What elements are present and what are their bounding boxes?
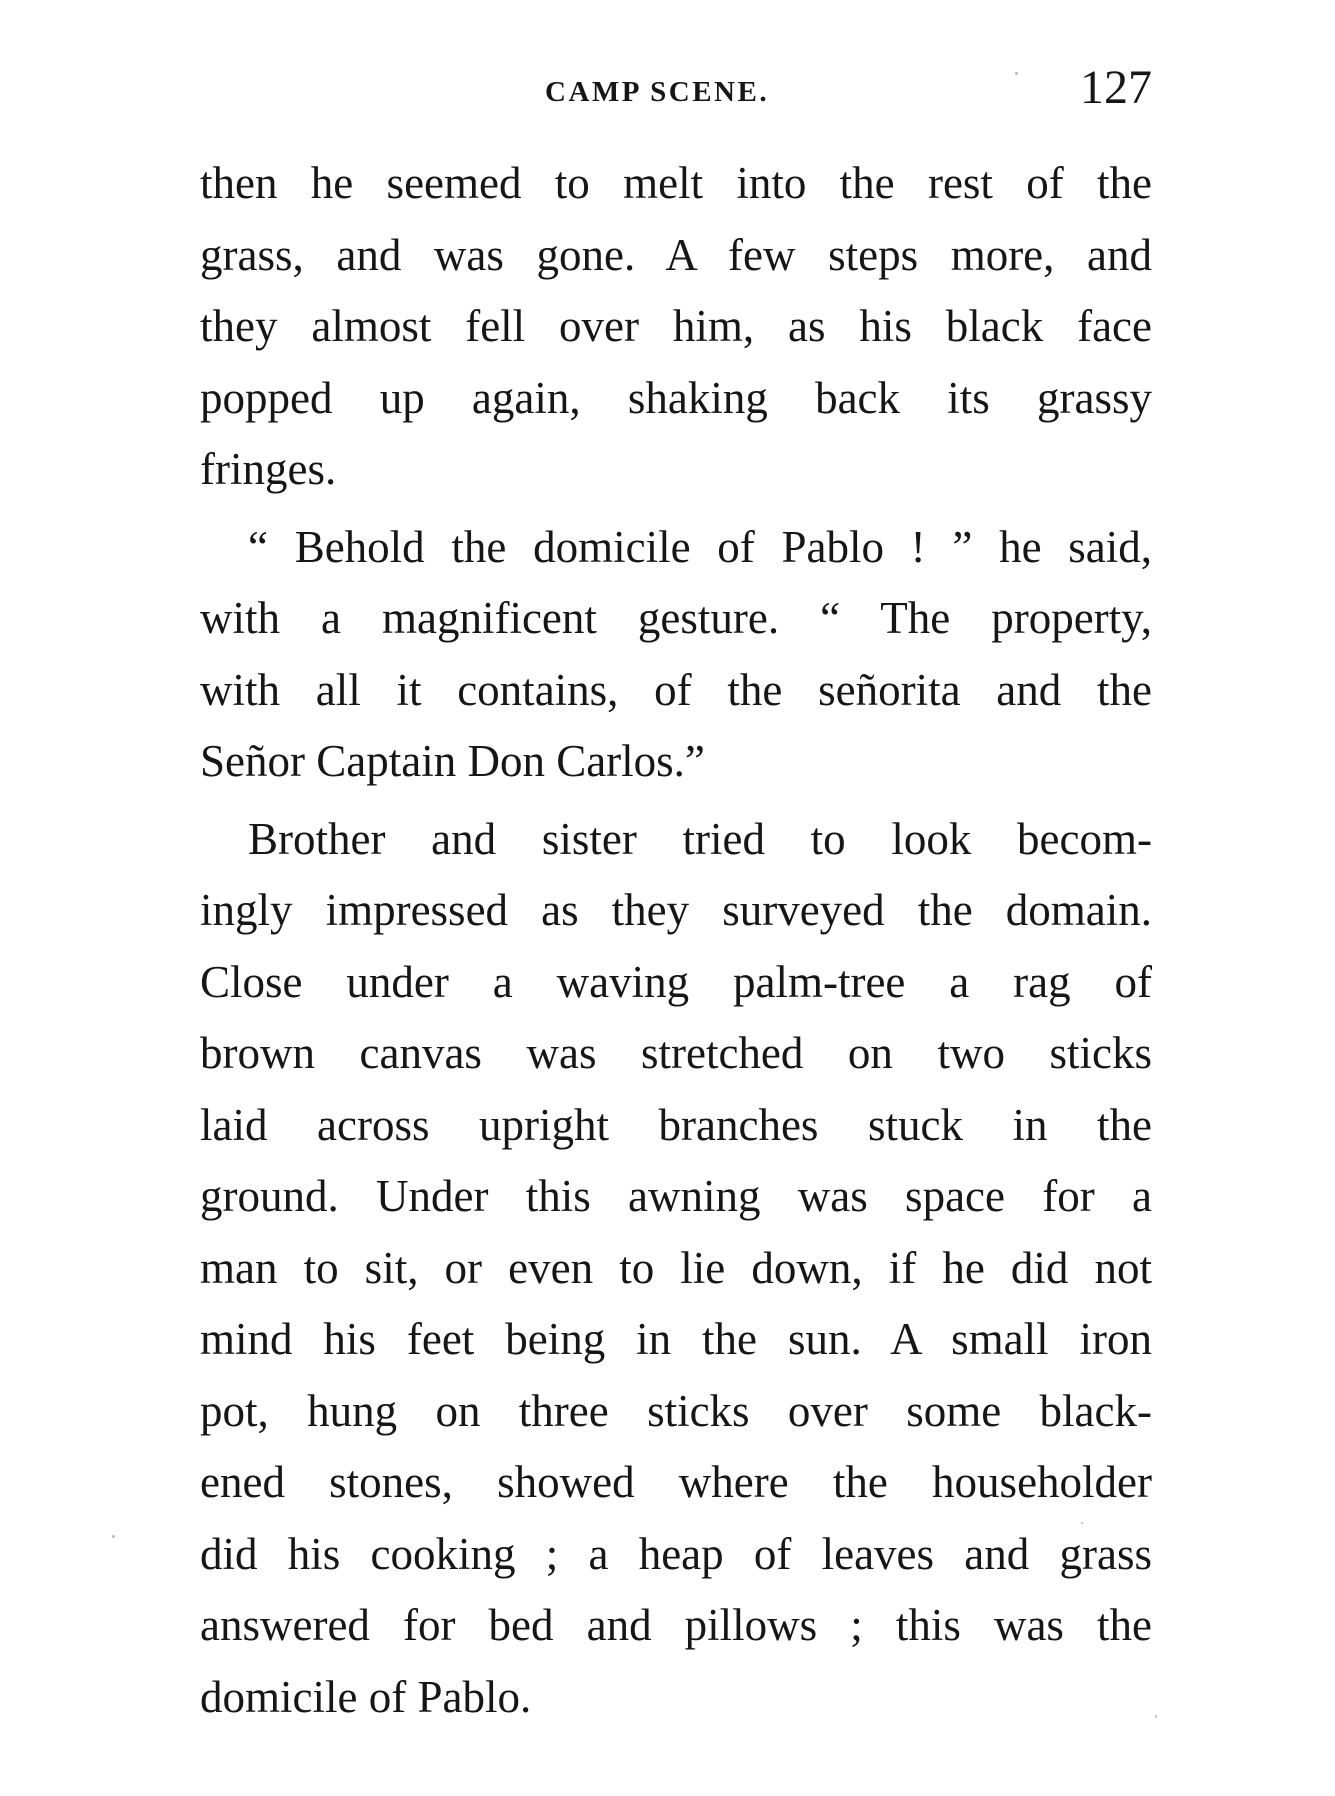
text-line: domicile of Pablo. bbox=[200, 1671, 532, 1722]
text-line: mind his feet being in the sun. A small iron bbox=[200, 1314, 1152, 1364]
running-head bbox=[200, 60, 1152, 120]
page-number: 127 bbox=[1080, 61, 1152, 114]
text-line: laid across upright branches stuck in the bbox=[200, 1099, 1152, 1150]
text-line: popped up again, shaking back its grassy bbox=[200, 372, 1152, 423]
text-line: Señor Captain Don Carlos.” bbox=[200, 736, 705, 786]
paragraph bbox=[200, 512, 1152, 798]
text-line: with all it contains, of the señorita and the bbox=[200, 664, 1152, 715]
paper-speck bbox=[1081, 1522, 1083, 1524]
body-text bbox=[200, 148, 1152, 1739]
paper-speck bbox=[1155, 1715, 1157, 1718]
paragraph bbox=[200, 804, 1152, 1734]
text-line: ground. Under this awning was space for a bbox=[200, 1171, 1152, 1221]
text-line: ingly impressed as they surveyed the domain. bbox=[200, 885, 1152, 935]
paper-speck bbox=[112, 1535, 115, 1538]
text-line: answered for bed and pillows ; this was the bbox=[200, 1600, 1152, 1650]
running-title: CAMP SCENE. bbox=[545, 76, 770, 108]
text-line: pot, hung on three sticks over some black- bbox=[200, 1385, 1152, 1436]
text-line: “ Behold the domicile of Pablo ! ” he said, bbox=[248, 521, 1152, 572]
paper-speck bbox=[1015, 72, 1018, 75]
text-line: they almost fell over him, as his black face bbox=[200, 301, 1152, 351]
text-line: ened stones, showed where the householder bbox=[200, 1457, 1152, 1507]
text-line: Close under a waving palm-tree a rag of bbox=[200, 956, 1152, 1007]
text-line: fringes. bbox=[200, 444, 337, 494]
text-line: brown canvas was stretched on two sticks bbox=[200, 1028, 1152, 1078]
text-line: then he seemed to melt into the rest of the bbox=[200, 158, 1152, 208]
text-line: Brother and sister tried to look becom- bbox=[248, 813, 1152, 864]
text-line: grass, and was gone. A few steps more, and bbox=[200, 229, 1152, 280]
text-line: did his cooking ; a heap of leaves and grass bbox=[200, 1528, 1152, 1579]
paragraph bbox=[200, 148, 1152, 506]
text-line: with a magnificent gesture. “ The property, bbox=[200, 593, 1152, 643]
text-line: man to sit, or even to lie down, if he did not bbox=[200, 1242, 1152, 1293]
